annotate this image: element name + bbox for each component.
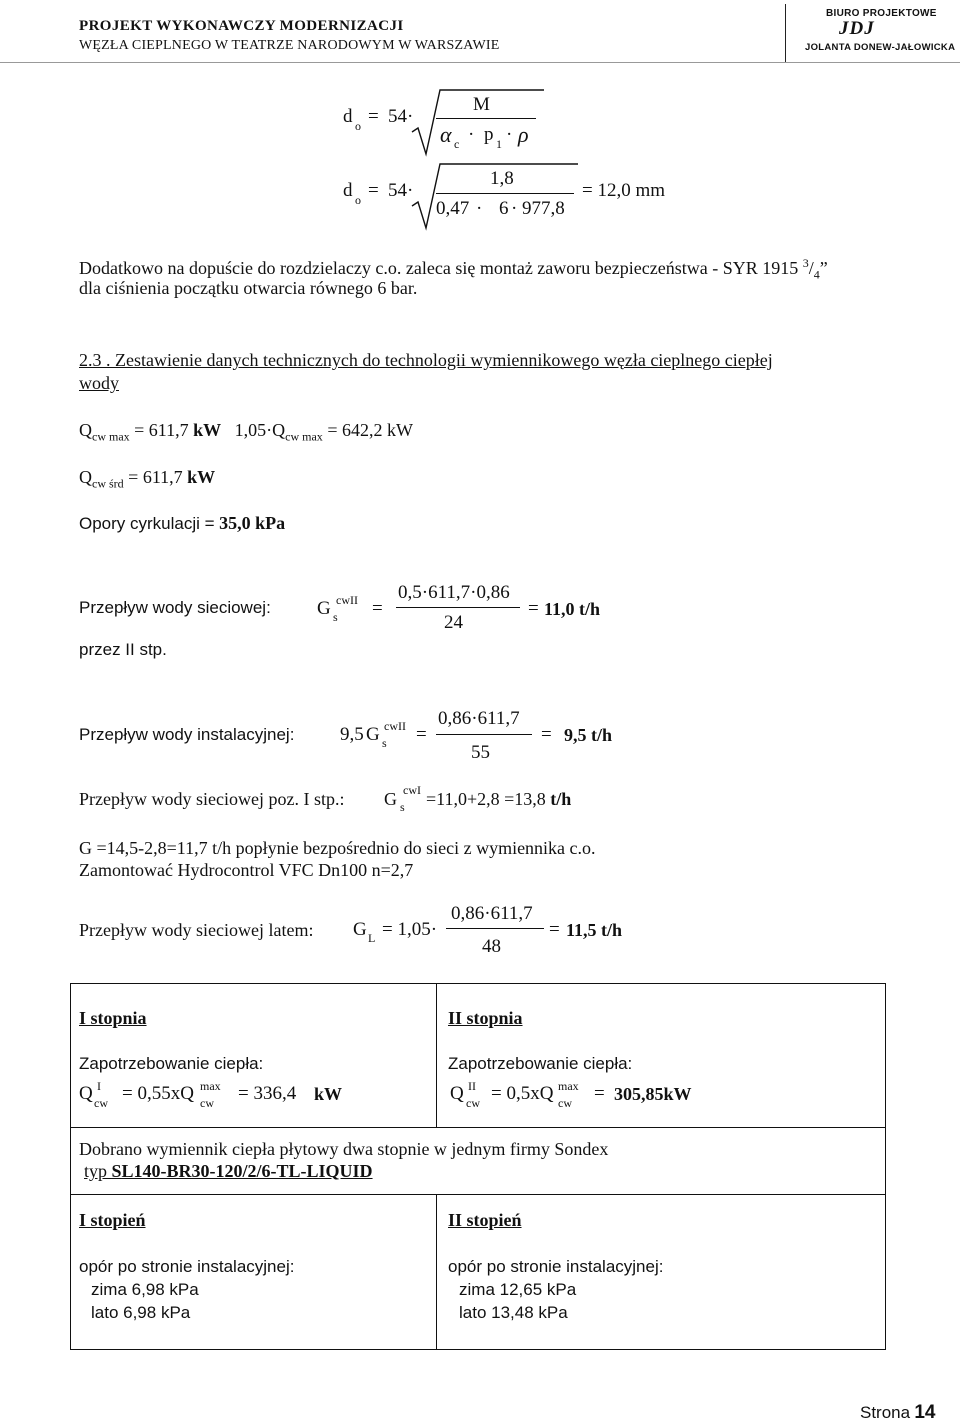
- q-sub: cw: [466, 1096, 480, 1110]
- q-sup: I: [97, 1079, 101, 1093]
- eq: = 1,05·: [382, 919, 438, 940]
- q-unit: kW: [314, 1084, 343, 1104]
- header-divider: [785, 4, 786, 62]
- fraction-den: 48: [482, 936, 501, 957]
- stage2-summer: lato 13,48 kPa: [459, 1303, 568, 1322]
- dot: ·: [468, 124, 475, 145]
- q-value: 305,85kW: [614, 1084, 692, 1104]
- para-text: Dodatkowo na dopuście do rozdzielaczy c.o. zaleca się montaż zaworu bezpieczeństwa - SYR 1915: [79, 258, 799, 278]
- g-symbol: G: [366, 724, 380, 745]
- flow-network-I-line: [79, 789, 344, 810]
- den-a: 0,47: [436, 198, 470, 219]
- flow-network-label2: przez II stp.: [79, 640, 167, 659]
- selection-type-label: typ: [84, 1161, 108, 1181]
- den-b: 6: [499, 198, 509, 219]
- formula-fraction-bar: [436, 193, 574, 194]
- q-sup: II: [468, 1079, 476, 1093]
- g-symbol: G: [317, 598, 331, 619]
- flow-install-label: Przepływ wody instalacyjnej:: [79, 725, 295, 744]
- g-sub: s: [382, 736, 387, 750]
- fraction-num: 0,86·611,7: [438, 708, 520, 729]
- p-sub: 1: [496, 137, 502, 151]
- stage2-demand-label: Zapotrzebowanie ciepła:: [448, 1054, 633, 1073]
- g-sub: s: [400, 800, 405, 814]
- q-unit: kW: [193, 420, 222, 440]
- fraction-bar: [436, 734, 532, 735]
- section-heading-line1: 2.3 . Zestawienie danych technicznych do technologii wymiennikowego węzła cieplnego ciepłej: [79, 350, 773, 370]
- stage1-heading: I stopnia: [79, 1008, 147, 1028]
- stage1-resistance-heading: I stopień: [79, 1210, 146, 1230]
- stage2-resistance-label: opór po stronie instalacyjnej:: [448, 1257, 664, 1276]
- stage1-demand-label: Zapotrzebowanie ciepła:: [79, 1054, 264, 1073]
- q-mid: = 0,5xQ: [491, 1083, 554, 1104]
- flow-result: 9,5 t/h: [564, 725, 613, 745]
- stage1-summer: lato 6,98 kPa: [91, 1303, 191, 1322]
- fraction-num: 0,86·611,7: [451, 903, 533, 924]
- q-sub-2: cw max: [285, 429, 323, 444]
- formula-lhs-sub: o: [355, 119, 361, 133]
- flow-summer-label: Przepływ wody sieciowej latem:: [79, 920, 314, 940]
- frac-quote: ”: [819, 258, 828, 278]
- stage2-resistance-heading: II stopień: [448, 1210, 522, 1230]
- formula-lhs: d: [343, 180, 353, 201]
- q-symbol: Q: [79, 420, 92, 440]
- office-logo: JDJ: [839, 18, 875, 39]
- note-line2: Zamontować Hydrocontrol VFC Dn100 n=2,7: [79, 860, 414, 880]
- q-mid-sub: cw: [200, 1096, 214, 1110]
- fraction-den: 55: [471, 742, 490, 763]
- table-divider-bottom: [436, 1194, 437, 1350]
- eq2: =: [528, 598, 539, 619]
- p-symbol: p: [484, 124, 494, 145]
- formula-eq: =: [368, 180, 379, 201]
- g-sup: cwI: [403, 783, 421, 797]
- stage1-resistance-label: opór po stronie instalacyjnej:: [79, 1257, 295, 1276]
- fraction-num: 0,5·611,7·0,86: [398, 582, 510, 603]
- q-symbol: Q: [79, 467, 92, 487]
- header-title-line2: WĘZŁA CIEPLNEGO W TEATRZE NARODOWYM W WARSZAWIE: [79, 38, 500, 53]
- q-value: = 611,7: [134, 420, 189, 440]
- formula-num: 1,8: [490, 168, 514, 189]
- q-symbol: Q: [79, 1083, 93, 1104]
- formula-result: = 12,0 mm: [582, 180, 666, 201]
- q-sub: cw: [94, 1096, 108, 1110]
- g-sup: cwII: [336, 593, 358, 607]
- g-symbol: G: [384, 789, 397, 809]
- office-owner: JOLANTA DONEW-JAŁOWICKA: [805, 42, 956, 53]
- dot: ·: [476, 198, 483, 219]
- header-title-line1: PROJEKT WYKONAWCZY MODERNIZACJI: [79, 18, 404, 34]
- q-value: = 336,4: [238, 1083, 297, 1104]
- fraction-den: 24: [444, 612, 463, 633]
- fraction-bar: [396, 607, 520, 608]
- section-heading-line2: wody: [79, 373, 119, 393]
- g-symbol: G: [353, 919, 367, 940]
- q-symbol-2: Q: [272, 420, 286, 440]
- flow-unit: t/h: [550, 789, 572, 809]
- eq: =: [372, 598, 383, 619]
- frac-den: 4: [813, 267, 820, 282]
- formula-coef: 54·: [388, 106, 414, 127]
- note-line1: G =14,5-2,8=11,7 t/h popłynie bezpośrednio do sieci z wymiennika c.o.: [79, 838, 596, 858]
- office-label: BIURO PROJEKTOWE: [826, 8, 937, 19]
- alpha-sub: c: [454, 137, 460, 151]
- q-value: = 611,7: [128, 467, 183, 487]
- opory-line: [79, 513, 285, 534]
- formula-lhs-sub: o: [355, 193, 361, 207]
- coef: 9,5: [340, 724, 364, 745]
- g-sub: L: [368, 931, 376, 945]
- flow-network-label: Przepływ wody sieciowej:: [79, 598, 271, 617]
- table-rule-2: [70, 1194, 886, 1195]
- q-mid: = 0,55xQ: [122, 1083, 194, 1104]
- page-num: 14: [914, 1402, 936, 1423]
- q-srd-line: [79, 467, 215, 492]
- opory-label: Opory cyrkulacji =: [79, 514, 215, 533]
- dot: ·: [506, 124, 513, 145]
- eq2: =: [549, 919, 560, 940]
- flow-label: Przepływ wody sieciowej poz. I stp.:: [79, 789, 345, 809]
- formula-coef: 54·: [388, 180, 414, 201]
- stage1-winter: zima 6,98 kPa: [91, 1280, 199, 1299]
- g-sup: cwII: [384, 719, 406, 733]
- q-sub: cw max: [92, 429, 130, 444]
- flow-value-text: =11,0+2,8 =13,8: [426, 789, 546, 809]
- table-divider-top: [436, 983, 437, 1127]
- den-c: 977,8: [522, 198, 565, 219]
- flow-result: 11,0 t/h: [544, 599, 601, 619]
- flow-result: 11,5 t/h: [566, 920, 623, 940]
- q-coef: 1,05·: [234, 420, 273, 440]
- selection-type-value: SL140-BR30-120/2/6-TL-LIQUID: [111, 1161, 373, 1181]
- selection-type: [84, 1161, 373, 1182]
- frac-num: 3: [802, 256, 809, 270]
- flow-value: [426, 789, 571, 810]
- formula-fraction-bar: [436, 118, 536, 119]
- formula-eq: =: [368, 106, 379, 127]
- selection-line1: Dobrano wymiennik ciepła płytowy dwa stopnie w jednym firmy Sondex: [79, 1139, 609, 1159]
- formula-lhs: d: [343, 106, 353, 127]
- rho-symbol: ρ: [518, 122, 529, 147]
- frac-sep: /: [808, 258, 814, 278]
- page-label: Strona: [860, 1403, 911, 1422]
- stage2-heading: II stopnia: [448, 1008, 523, 1028]
- eq: =: [416, 724, 427, 745]
- table-rule-1: [70, 1127, 886, 1128]
- alpha-symbol: α: [440, 122, 452, 147]
- eq2: =: [541, 724, 552, 745]
- q-eq: =: [594, 1083, 605, 1104]
- q-mid-sup: max: [200, 1079, 221, 1093]
- q-unit: kW: [187, 467, 216, 487]
- q-mid-sup: max: [558, 1079, 579, 1093]
- header-rule: [0, 62, 960, 63]
- para-additional-line2: dla ciśnienia początku otwarcia równego 6 bar.: [79, 278, 418, 298]
- fraction-bar: [446, 928, 544, 929]
- formula-num: M: [473, 94, 490, 115]
- stage2-winter: zima 12,65 kPa: [459, 1280, 577, 1299]
- q-mid-sub: cw: [558, 1096, 572, 1110]
- dot: ·: [511, 198, 518, 219]
- q-symbol: Q: [450, 1083, 464, 1104]
- q-value-2: = 642,2 kW: [327, 420, 413, 440]
- g-sub: s: [333, 610, 338, 624]
- opory-value: 35,0 kPa: [219, 513, 286, 533]
- q-max-line: [79, 420, 413, 445]
- q-sub: cw śrd: [92, 476, 124, 491]
